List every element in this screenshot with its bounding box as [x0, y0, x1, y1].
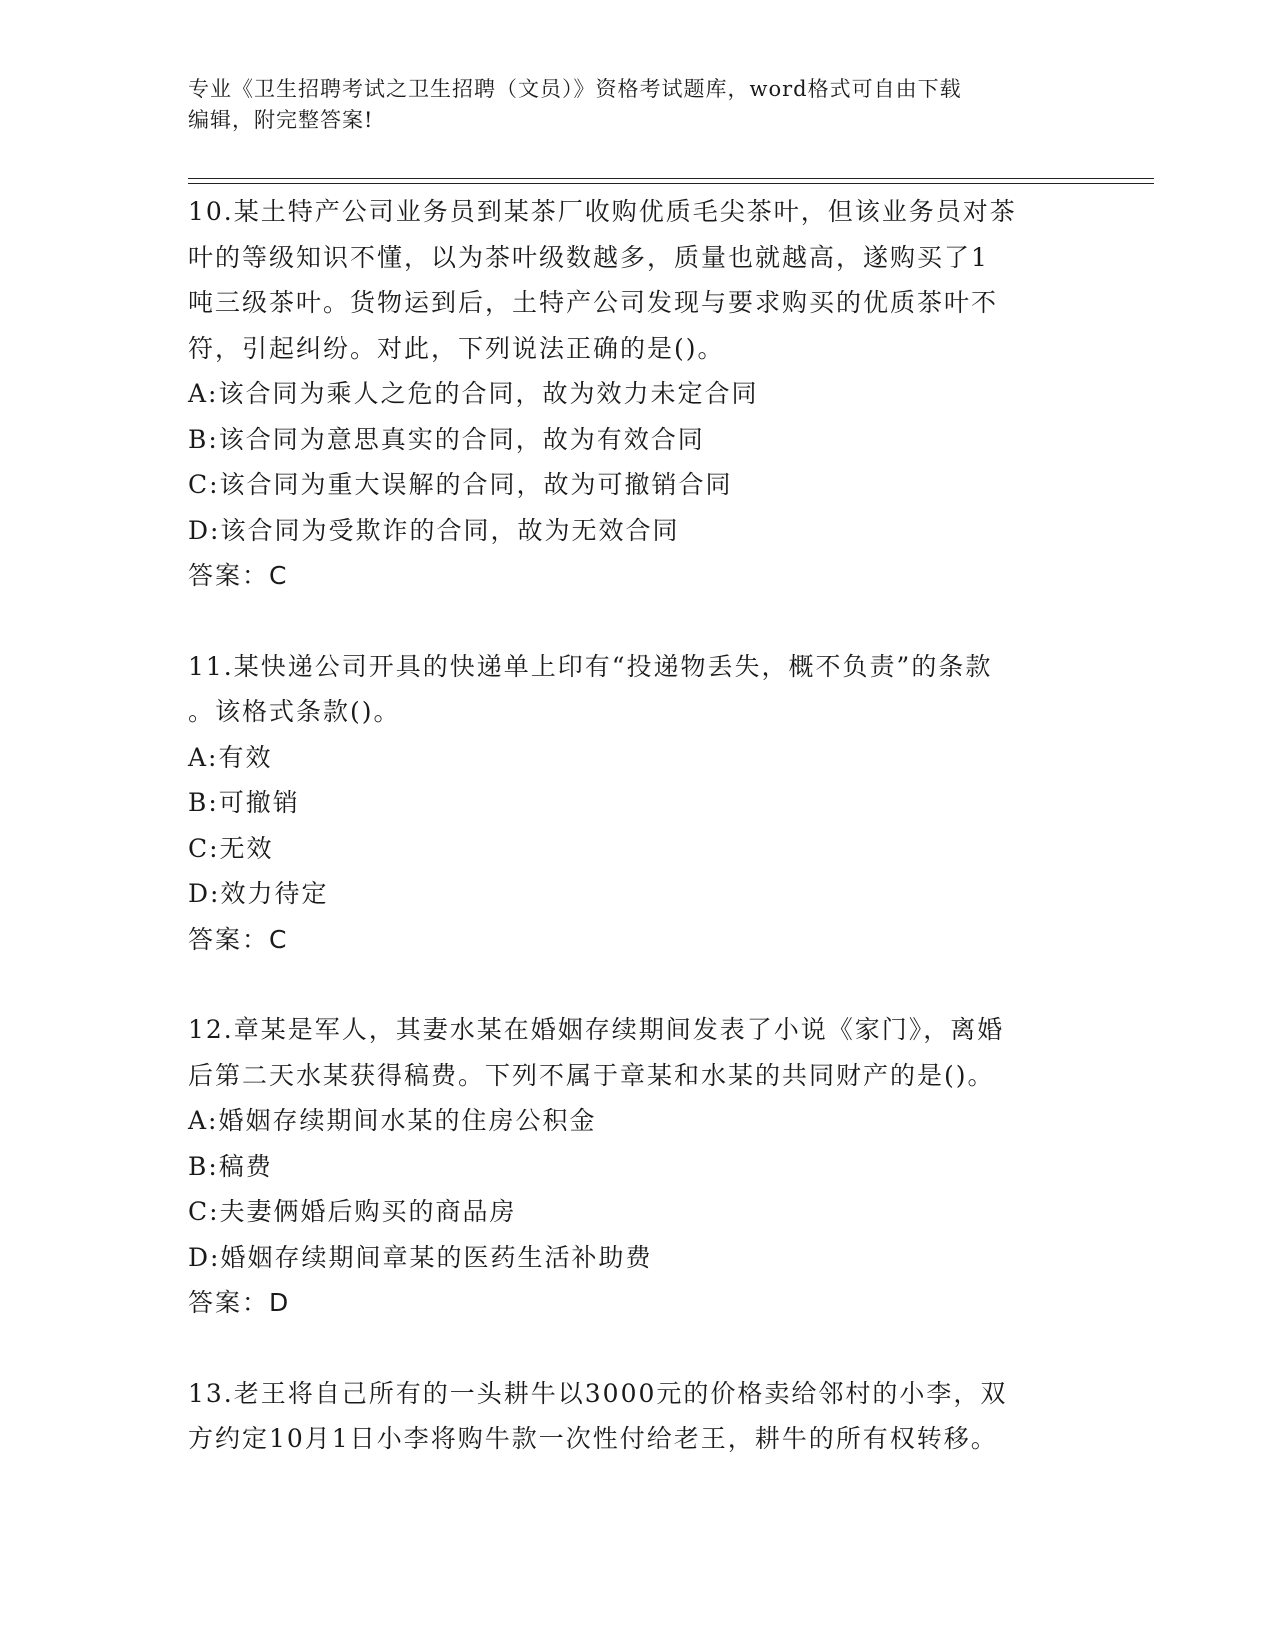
question-13: [188, 1371, 1088, 1462]
answer: 答案：D: [188, 1288, 291, 1317]
header-line-2: 编辑，附完整答案!: [188, 108, 374, 132]
question-text-line: 吨三级茶叶。货物运到后，土特产公司发现与要求购买的优质茶叶不: [188, 288, 999, 317]
question-list: [188, 189, 1088, 1462]
option-c: C:夫妻俩婚后购买的商品房: [188, 1197, 517, 1226]
option-a: A:婚姻存续期间水某的住房公积金: [188, 1106, 597, 1135]
header-line-1: 专业《卫生招聘考试之卫生招聘（文员）》资格考试题库，word格式可自由下载: [188, 77, 962, 101]
question-spacer: [188, 599, 1088, 644]
question-text-line: 叶的等级知识不懂，以为茶叶级数越多，质量也就越高，遂购买了1: [188, 242, 989, 272]
question-text-line: 12.章某是军人，其妻水某在婚姻存续期间发表了小说《家门》，离婚: [188, 1015, 1005, 1044]
option-b: B:该合同为意思真实的合同，故为有效合同: [188, 424, 705, 454]
option-d: D:婚姻存续期间章某的医药生活补助费: [188, 1242, 653, 1272]
question-text-line: 方约定10月1日小李将购牛款一次性付给老王，耕牛的所有权转移。: [188, 1424, 998, 1453]
option-c: C:该合同为重大误解的合同，故为可撤销合同: [188, 470, 733, 499]
option-a: A:该合同为乘人之危的合同，故为效力未定合同: [188, 379, 759, 408]
option-d: D:该合同为受欺诈的合同，故为无效合同: [188, 515, 680, 545]
question-10: [188, 189, 1088, 599]
question-spacer: [188, 1326, 1088, 1371]
question-text-line: 13.老王将自己所有的一头耕牛以3000元的价格卖给邻村的小李，双: [188, 1378, 1008, 1408]
question-text-line: 后第二天水某获得稿费。下列不属于章某和水某的共同财产的是()。: [188, 1060, 995, 1090]
option-b: B:稿费: [188, 1151, 273, 1181]
question-12: [188, 1007, 1088, 1326]
question-spacer: [188, 962, 1088, 1007]
question-text-line: 。该格式条款()。: [188, 697, 401, 726]
option-a: A:有效: [188, 742, 273, 772]
option-b: B:可撤销: [188, 788, 300, 817]
document-header: [188, 74, 1088, 136]
option-c: C:无效: [188, 833, 274, 863]
answer: 答案：C: [188, 924, 289, 954]
question-text-line: 11.某快递公司开具的快递单上印有“投递物丢失，概不负责”的条款: [188, 651, 993, 681]
question-text-line: 10.某土特产公司业务员到某茶厂收购优质毛尖茶叶，但该业务员对茶: [188, 197, 1017, 226]
option-d: D:效力待定: [188, 879, 329, 908]
header-divider-top: [188, 178, 1154, 179]
question-11: [188, 644, 1088, 963]
question-text-line: 符，引起纠纷。对此，下列说法正确的是()。: [188, 333, 725, 363]
answer: 答案：C: [188, 561, 289, 590]
header-divider-bottom: [188, 183, 1154, 184]
